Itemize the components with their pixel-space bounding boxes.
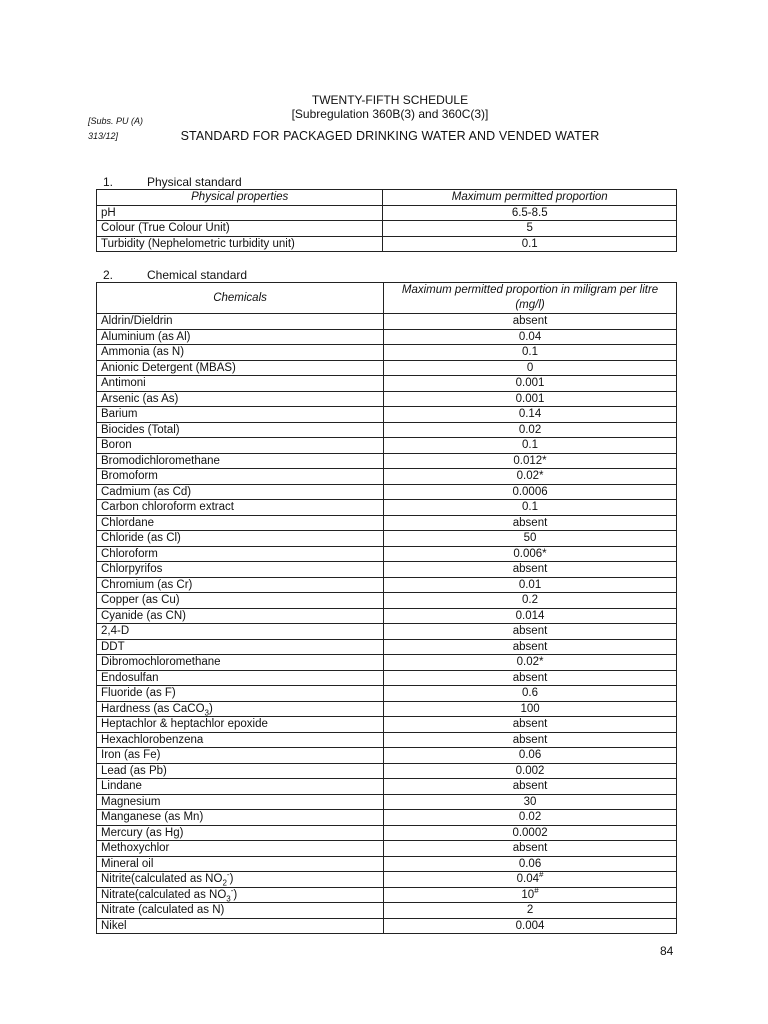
table-row: [97, 918, 677, 934]
table-row: [97, 221, 677, 237]
value-cell: 0.02: [384, 810, 677, 826]
table-row: [97, 205, 677, 221]
chemical-section-title: [103, 268, 247, 282]
name-cell: Aldrin/Dieldrin: [97, 314, 384, 330]
value-cell: 0.02*: [384, 469, 677, 485]
name-cell: Boron: [97, 438, 384, 454]
value-cell: absent: [384, 562, 677, 578]
name-cell: DDT: [97, 639, 384, 655]
side-note-line: 313/12]: [88, 131, 119, 141]
table-row: [97, 391, 677, 407]
subregulation-reference: [Subregulation 360B(3) and 360C(3)]: [291, 107, 489, 121]
name-cell: Ammonia (as N): [97, 345, 384, 361]
value-cell: 100: [384, 701, 677, 717]
document-heading: STANDARD FOR PACKAGED DRINKING WATER AND VENDED WATER: [180, 129, 600, 143]
table-row: [97, 872, 677, 888]
table-row: [97, 515, 677, 531]
value-cell: 0.1: [384, 438, 677, 454]
name-cell: Manganese (as Mn): [97, 810, 384, 826]
physical-section-title: [103, 175, 242, 189]
value-cell: 0.6: [384, 686, 677, 702]
name-cell: Biocides (Total): [97, 422, 384, 438]
name-cell: Heptachlor & heptachlor epoxide: [97, 717, 384, 733]
chemical-table-body: [97, 314, 677, 934]
physical-table-body: [97, 205, 677, 252]
table-row: [97, 500, 677, 516]
value-cell: 5: [383, 221, 677, 237]
table-row: [97, 686, 677, 702]
table-row: [97, 748, 677, 764]
name-cell: Carbon chloroform extract: [97, 500, 384, 516]
table-row: [97, 345, 677, 361]
name-cell: Copper (as Cu): [97, 593, 384, 609]
name-cell: Nikel: [97, 918, 384, 934]
table-row: [97, 562, 677, 578]
table-row: [97, 376, 677, 392]
name-cell: Fluoride (as F): [97, 686, 384, 702]
table-row: [97, 360, 677, 376]
name-cell: Iron (as Fe): [97, 748, 384, 764]
table-row: [97, 236, 677, 252]
value-cell: absent: [384, 717, 677, 733]
name-cell: 2,4-D: [97, 624, 384, 640]
table-row: [97, 624, 677, 640]
table-row: [97, 903, 677, 919]
table-header-row: [97, 283, 677, 314]
value-cell: absent: [384, 732, 677, 748]
value-cell: 0.06: [384, 856, 677, 872]
value-cell: 50: [384, 531, 677, 547]
page-number: 84: [660, 944, 674, 958]
section-title: Chemical standard: [147, 268, 248, 282]
name-cell: Methoxychlor: [97, 841, 384, 857]
table-row: [97, 732, 677, 748]
value-cell: 0.06: [384, 748, 677, 764]
value-cell: 0.001: [384, 376, 677, 392]
value-cell: 0.01: [384, 577, 677, 593]
name-cell: pH: [97, 205, 383, 221]
table-row: [97, 484, 677, 500]
table-row: [97, 314, 677, 330]
value-cell: absent: [384, 624, 677, 640]
table-row: [97, 701, 677, 717]
value-cell: 0.04: [384, 329, 677, 345]
name-cell: Chloroform: [97, 546, 384, 562]
table-row: [97, 407, 677, 423]
table-row: [97, 546, 677, 562]
value-cell: 30: [384, 794, 677, 810]
table-row: [97, 670, 677, 686]
value-cell: 0.2: [384, 593, 677, 609]
table-row: [97, 453, 677, 469]
name-cell: Nitrate (calculated as N): [97, 903, 384, 919]
table-row: [97, 655, 677, 671]
table-row: [97, 887, 677, 903]
value-cell: 0.014: [384, 608, 677, 624]
name-cell: Bromoform: [97, 469, 384, 485]
name-cell: Chromium (as Cr): [97, 577, 384, 593]
section-number: 1.: [103, 175, 114, 189]
table-row: [97, 577, 677, 593]
value-cell: 0.14: [384, 407, 677, 423]
table-row: [97, 639, 677, 655]
value-cell: absent: [384, 779, 677, 795]
name-cell: Dibromochloromethane: [97, 655, 384, 671]
value-cell: 0.02: [384, 422, 677, 438]
schedule-title: TWENTY-FIFTH SCHEDULE: [311, 93, 469, 107]
table-row: [97, 422, 677, 438]
table-row: [97, 329, 677, 345]
table-row: [97, 438, 677, 454]
column-header: Maximum permitted proportion: [383, 190, 677, 206]
name-cell: Hardness (as CaCO$_3$): [97, 701, 384, 717]
value-cell: 2: [384, 903, 677, 919]
value-cell: 0.0002: [384, 825, 677, 841]
value-cell: absent: [384, 639, 677, 655]
value-cell: 0.1: [384, 345, 677, 361]
value-cell: absent: [384, 314, 677, 330]
column-header: Chemicals: [97, 283, 384, 314]
table-row: [97, 794, 677, 810]
table-row: [97, 531, 677, 547]
table-row: [97, 810, 677, 826]
name-cell: Mercury (as Hg): [97, 825, 384, 841]
name-cell: Nitrate(calculated as $NO_3^-$): [97, 887, 384, 903]
value-cell: 0: [384, 360, 677, 376]
table-row: [97, 779, 677, 795]
table-row: [97, 763, 677, 779]
value-cell: 0.1: [383, 236, 677, 252]
table-row: [97, 856, 677, 872]
name-cell: Barium: [97, 407, 384, 423]
name-cell: Chlorpyrifos: [97, 562, 384, 578]
value-cell: absent: [384, 515, 677, 531]
column-header: Physical properties: [97, 190, 383, 206]
value-cell: 10#: [384, 887, 677, 903]
value-cell: 0.02*: [384, 655, 677, 671]
section-title: Physical standard: [147, 175, 242, 189]
value-cell: 0.04#: [384, 872, 677, 888]
value-cell: 0.0006: [384, 484, 677, 500]
value-cell: 6.5-8.5: [383, 205, 677, 221]
name-cell: Aluminium (as Al): [97, 329, 384, 345]
value-cell: 0.006*: [384, 546, 677, 562]
name-cell: Turbidity (Nephelometric turbidity unit): [97, 236, 383, 252]
table-row: [97, 593, 677, 609]
name-cell: Anionic Detergent (MBAS): [97, 360, 384, 376]
table-row: [97, 841, 677, 857]
name-cell: Bromodichloromethane: [97, 453, 384, 469]
name-cell: Lead (as Pb): [97, 763, 384, 779]
name-cell: Arsenic (as As): [97, 391, 384, 407]
side-note-line: [Subs. PU (A): [88, 116, 144, 126]
name-cell: Chloride (as Cl): [97, 531, 384, 547]
name-cell: Cadmium (as Cd): [97, 484, 384, 500]
name-cell: Chlordane: [97, 515, 384, 531]
column-header: Maximum permitted proportion in miligram per litre (mg/l): [384, 283, 677, 314]
name-cell: Nitrite(calculated as $NO_2^-$): [97, 872, 384, 888]
name-cell: Magnesium: [97, 794, 384, 810]
physical-standard-table: [96, 189, 677, 252]
value-cell: 0.1: [384, 500, 677, 516]
table-header-row: [97, 190, 677, 206]
name-cell: Cyanide (as CN): [97, 608, 384, 624]
chemical-standard-table: [96, 282, 677, 934]
table-row: [97, 825, 677, 841]
value-cell: absent: [384, 841, 677, 857]
section-number: 2.: [103, 268, 114, 282]
value-cell: 0.001: [384, 391, 677, 407]
value-cell: 0.012*: [384, 453, 677, 469]
name-cell: Mineral oil: [97, 856, 384, 872]
name-cell: Lindane: [97, 779, 384, 795]
table-row: [97, 469, 677, 485]
value-cell: absent: [384, 670, 677, 686]
name-cell: Hexachlorobenzena: [97, 732, 384, 748]
name-cell: Antimoni: [97, 376, 384, 392]
table-row: [97, 717, 677, 733]
name-cell: Endosulfan: [97, 670, 384, 686]
value-cell: 0.004: [384, 918, 677, 934]
name-cell: Colour (True Colour Unit): [97, 221, 383, 237]
value-cell: 0.002: [384, 763, 677, 779]
table-row: [97, 608, 677, 624]
